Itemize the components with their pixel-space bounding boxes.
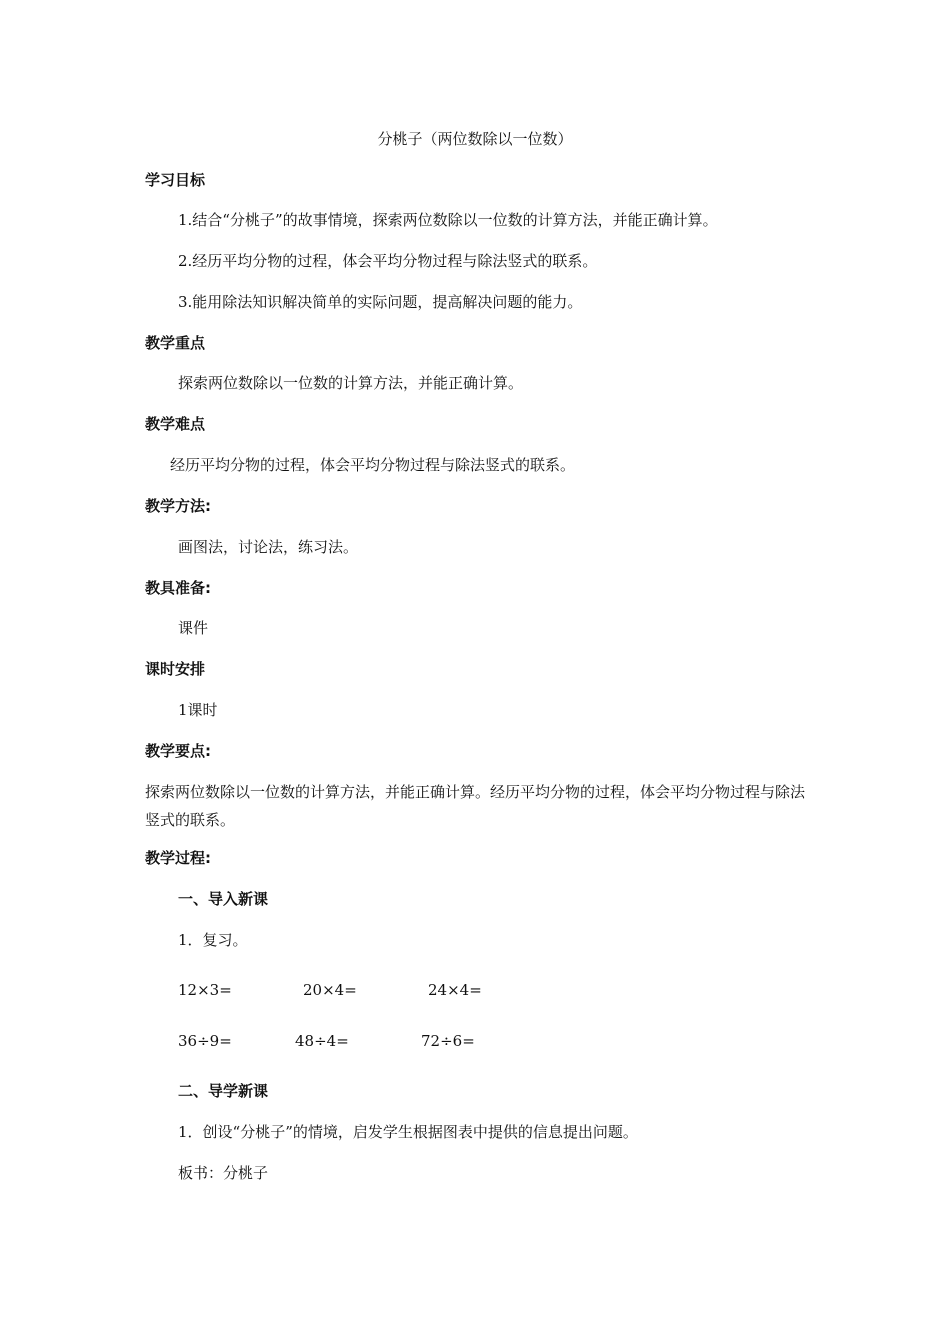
process-heading: 教学过程: — [145, 849, 211, 867]
essentials-text: 探索两位数除以一位数的计算方法，并能正确计算。经历平均分物的过程，体会平均分物过程与除法竖式的联系。 — [145, 783, 806, 829]
essentials-heading: 教学要点: — [145, 742, 211, 760]
method-heading: 教学方法: — [145, 497, 211, 515]
difficulty-heading: 教学难点 — [145, 415, 206, 433]
review-equation: 72÷6= — [421, 1032, 475, 1050]
review-equation: 36÷9= — [178, 1032, 232, 1050]
section2-heading: 二、导学新课 — [178, 1082, 269, 1100]
review-equation: 12×3= — [178, 981, 232, 999]
review-equation: 20×4= — [303, 981, 357, 999]
review-label: 1．复习。 — [178, 931, 248, 949]
section2-item-1: 1．创设“分桃子”的情境，启发学生根据图表中提供的信息提出问题。 — [178, 1123, 638, 1141]
key-point-text: 探索两位数除以一位数的计算方法，并能正确计算。 — [178, 374, 524, 392]
objective-item-1: 1.结合“分桃子”的故事情境，探索两位数除以一位数的计算方法，并能正确计算。 — [178, 211, 718, 229]
section1-heading: 一、导入新课 — [178, 890, 269, 908]
tools-heading: 教具准备: — [145, 579, 211, 597]
schedule-heading: 课时安排 — [145, 660, 206, 678]
document-title: 分桃子（两位数除以一位数） — [377, 130, 573, 148]
key-point-heading: 教学重点 — [145, 334, 206, 352]
objective-item-2: 2.经历平均分物的过程，体会平均分物过程与除法竖式的联系。 — [178, 252, 598, 270]
schedule-text: 1课时 — [178, 701, 218, 719]
review-equation: 24×4= — [428, 981, 482, 999]
method-text: 画图法，讨论法，练习法。 — [178, 538, 359, 556]
objectives-heading: 学习目标 — [145, 171, 206, 189]
review-equation: 48÷4= — [295, 1032, 349, 1050]
tools-text: 课件 — [178, 619, 209, 637]
board-text: 板书：分桃子 — [178, 1164, 269, 1182]
difficulty-text: 经历平均分物的过程，体会平均分物过程与除法竖式的联系。 — [170, 456, 576, 474]
objective-item-3: 3.能用除法知识解决简单的实际问题，提高解决问题的能力。 — [178, 293, 583, 311]
